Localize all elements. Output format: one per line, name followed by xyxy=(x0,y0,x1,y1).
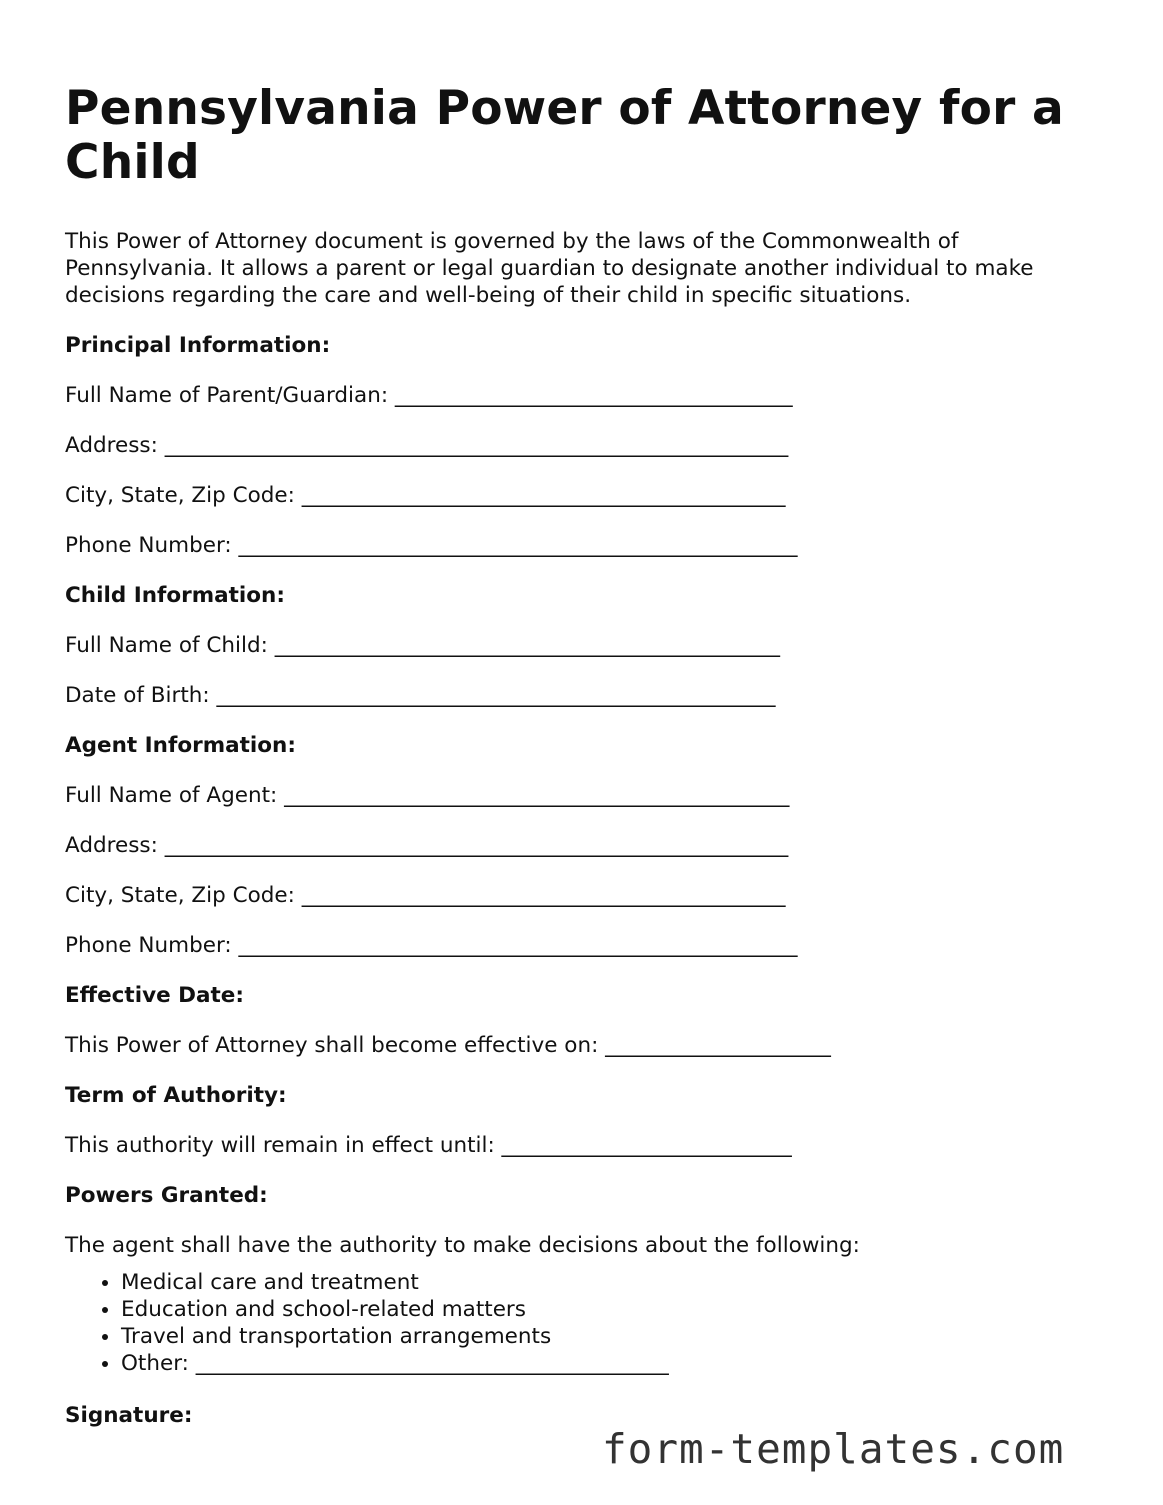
powers-list xyxy=(65,1269,1105,1377)
principal-phone-field: Phone Number: ____________________________________________________ xyxy=(65,533,798,558)
child-heading: Child Information: xyxy=(65,583,285,608)
principal-city-state-zip-field: City, State, Zip Code: _____________________________________________ xyxy=(65,483,786,508)
powers-heading: Powers Granted: xyxy=(65,1183,268,1208)
agent-address-field: Address: __________________________________________________________ xyxy=(65,833,789,858)
list-item: • Other: ____________________________________________ xyxy=(121,1350,1105,1377)
principal-address-field: Address: __________________________________________________________ xyxy=(65,433,789,458)
child-dob-field: Date of Birth: ____________________________________________________ xyxy=(65,683,776,708)
effective-date-field: This Power of Attorney shall become effective on: _____________________ xyxy=(65,1033,831,1058)
term-heading: Term of Authority: xyxy=(65,1083,287,1108)
agent-full-name-field: Full Name of Agent: _______________________________________________ xyxy=(65,783,790,808)
list-item: • Medical care and treatment xyxy=(121,1269,1105,1296)
agent-city-state-zip-field: City, State, Zip Code: _____________________________________________ xyxy=(65,883,786,908)
intro-paragraph: This Power of Attorney document is governed by the laws of the Commonwealth of Pennsylvania. It allows a parent or legal guardian to designate another individual to make decisions regarding the care and well-being of their child in specific situations. xyxy=(65,229,1034,308)
agent-heading: Agent Information: xyxy=(65,733,296,758)
agent-phone-field: Phone Number: ____________________________________________________ xyxy=(65,933,798,958)
list-item: • Travel and transportation arrangements xyxy=(121,1323,1105,1350)
child-full-name-field: Full Name of Child: _______________________________________________ xyxy=(65,633,780,658)
principal-heading: Principal Information: xyxy=(65,333,331,358)
page-title: Pennsylvania Power of Attorney for a Child xyxy=(65,81,1064,190)
signature-heading: Signature: xyxy=(65,1403,193,1428)
document-page xyxy=(65,82,1105,1452)
principal-full-name-field: Full Name of Parent/Guardian: _____________________________________ xyxy=(65,383,793,408)
effective-date-heading: Effective Date: xyxy=(65,983,244,1008)
watermark: form-templates.com xyxy=(602,1425,1065,1473)
powers-intro: The agent shall have the authority to make decisions about the following: xyxy=(65,1233,860,1258)
list-item: • Education and school-related matters xyxy=(121,1296,1105,1323)
term-field: This authority will remain in effect until: ___________________________ xyxy=(65,1133,792,1158)
